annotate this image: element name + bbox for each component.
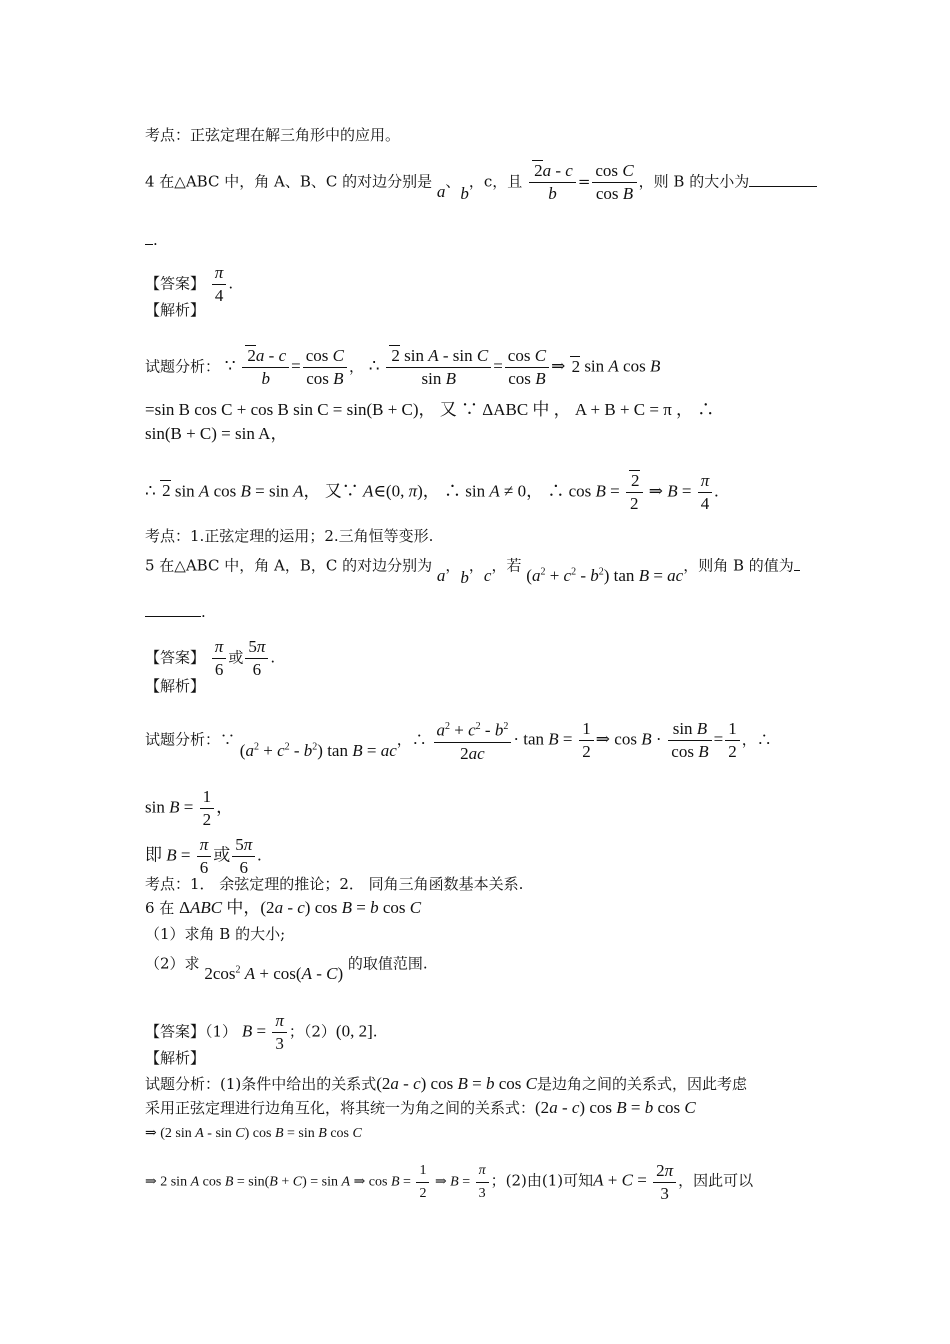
q4-statement: 4 在△ABC 中，角 A、B、C 的对边分别是 a、b，c，且 $\frac{2a - c}{b}$ = $\frac{\text{cos C}}{\text{cos B}}$ ，则 B 的大小为 xyxy=(145,160,817,205)
q5-analysis-line3: 即 B = $\frac{\pi}{6}$ 或 $\frac{5\pi}{6}$ . xyxy=(145,835,262,877)
q6-part1: （1）求角 B 的大小; xyxy=(145,925,286,943)
kaodian-line: 考点：正弦定理在解三角形中的应用。 xyxy=(145,126,401,144)
q6-analysis-label: 【解析】 xyxy=(145,1049,206,1067)
q4-analysis-line1: 试题分析： ∵ $\frac{2a - c}{b}$ = $\frac{\text{cos C}}{\text{cos B}}$ ， ∴ $\frac{\text{2 sin A - sin C}}{\text{sin B}}$ = $\frac{\text{cos C}}{\text{cos B}}$ ⇒ 2 sin A cos B xyxy=(145,346,661,388)
q5-blank-end: . xyxy=(145,602,206,622)
q6-statement: 6 在 ΔABC 中，(2a - c) cos B = b cos C xyxy=(145,898,422,917)
q4-analysis-line4: ∴ 2 sin A cos B = sin A， 又∵ A∈(0, π)， ∴ sin A ≠ 0， ∴ cos B = $\frac{2}{2}$ ⇒ B = $\frac{\pi}{4}$ . xyxy=(145,471,719,513)
q6-analysis-line3: ⇒ (2 sin A - sin C) cos B = sin B cos C xyxy=(145,1126,362,1141)
q4-analysis-label: 【解析】 xyxy=(145,301,206,319)
q4-analysis-line3: sin(B + C) = sin A， xyxy=(145,424,288,443)
q5-analysis-label: 【解析】 xyxy=(145,677,206,695)
q5-statement: 5 在△ABC 中，角 A，B，C 的对边分别为 a，b，c，若 $(a^2 + c^2 - b^2)$ tan B = ac，则角 B 的值为 xyxy=(145,552,800,576)
q6-analysis-line2: 采用正弦定理进行边角互化，将其统一为角之间的关系式：(2a - c) cos B = b cos C xyxy=(145,1098,696,1117)
q4-kaodian: 考点：1.正弦定理的运用；2.三角恒等变形. xyxy=(145,527,434,545)
q5-analysis-line2: sin B = $\frac{1}{2}$ ， xyxy=(145,787,234,829)
q5-answer: 【答案】 $\frac{\pi}{6}$ 或 $\frac{5\pi}{6}$ . xyxy=(145,637,276,679)
q4-fraction-lhs: $\frac{2a - c}{b}$ xyxy=(529,160,576,205)
q6-part2: （2）求 $2\cos^2$ A + cos(A - C) 的取值范围. xyxy=(145,954,428,983)
q4-fraction-rhs: $\frac{\text{cos C}}{\text{cos B}}$ xyxy=(592,160,636,205)
q4-analysis-line2: =sin B cos C + cos B sin C = sin(B + C)， 又 ∵ ΔABC 中 ， A + B + C = π ， ∴ xyxy=(145,400,715,419)
q6-answer: 【答案】（1） B = $\frac{\pi}{3}$ ；（2）(0, 2]. xyxy=(145,1011,378,1053)
q4-blank-end: . xyxy=(145,230,158,250)
q5-kaodian: 考点：1． 余弦定理的推论；2． 同角三角函数基本关系. xyxy=(145,875,524,893)
q6-analysis-line1: 试题分析：(1)条件中给出的关系式(2a - c) cos B = b cos C是边角之间的关系式，因此考虑 xyxy=(145,1074,747,1093)
q6-analysis-line4: ⇒ 2 sin A cos B = sin(B + C) = sin A ⇒ cos B = $\frac{1}{2}$ ⇒ B = $\frac{\pi}{3}$ ；(2)由(1)可知A + C = $\frac{2\pi}{3}$ ，因此可以 xyxy=(145,1161,754,1203)
q4-answer: 【答案】 $\frac{\pi}{4}$ . xyxy=(145,263,234,305)
q5-analysis-line1: 试题分析：∵ $(a^2 + c^2 - b^2)$ tan B = ac，∴ $\frac{a^2 + c^2 - b^2}{2ac}$ · tan B = $\frac{1}{2}$ ⇒ cos B · $\frac{\text{sin B}}{\text{cos B}}$ = $\frac{1}{2}$ ，∴ xyxy=(145,716,772,765)
